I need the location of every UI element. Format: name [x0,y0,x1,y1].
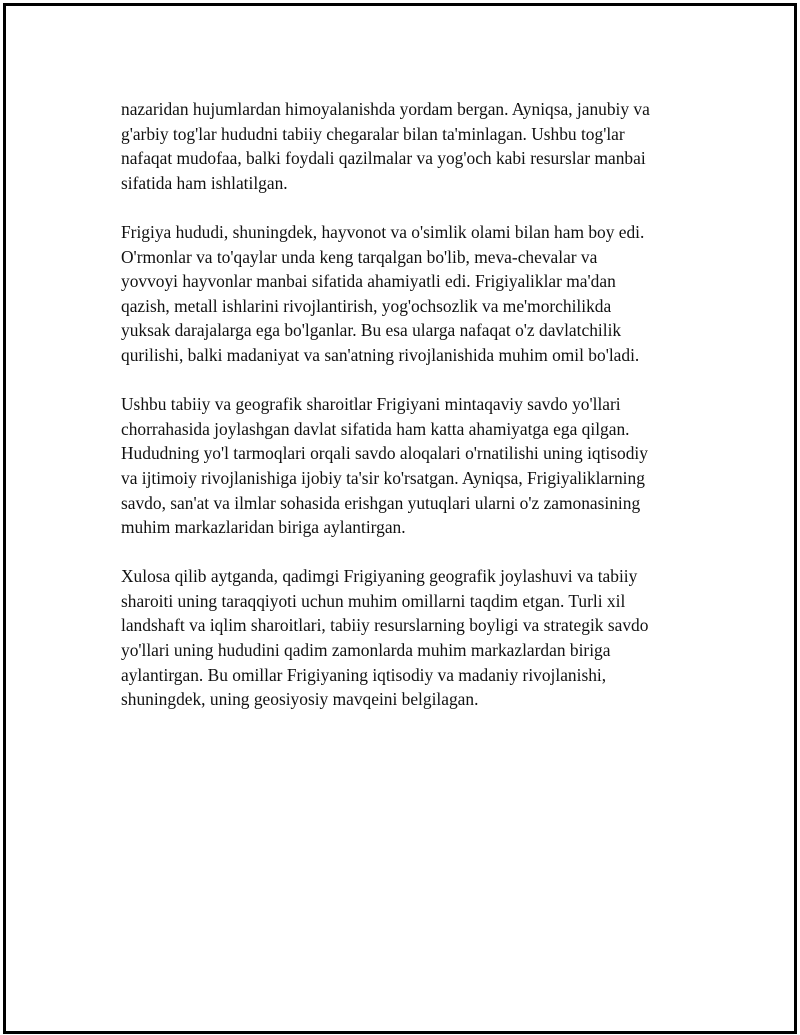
text-line: sifatida ham ishlatilgan. [121,172,288,193]
paragraph-2 [121,220,721,368]
paragraph-4 [121,564,721,712]
text-line: yo'llari uning hududini qadim zamonlarda muhim markazlardan biriga [121,640,611,661]
paragraph-1 [121,97,721,195]
text-line: landshaft va iqlim sharoitlari, tabiiy resurslarning boyligi va strategik savdo [121,615,649,636]
text-line: chorrahasida joylashgan davlat sifatida ham katta ahamiyatga ega qilgan. [121,418,630,439]
text-line: O'rmonlar va to'qaylar unda keng tarqalgan bo'lib, meva-chevalar va [121,246,598,267]
text-line: yuksak darajalarga ega bo'lganlar. Bu esa ularga nafaqat o'z davlatchilik [121,320,622,341]
text-line: Xulosa qilib aytganda, qadimgi Frigiyaning geografik joylashuvi va tabiiy [121,566,638,587]
text-line: aylantirgan. Bu omillar Frigiyaning iqtisodiy va madaniy rivojlanishi, [121,664,607,685]
document-page [3,3,797,1034]
text-line: Frigiya hududi, shuningdek, hayvonot va o'simlik olami bilan ham boy edi. [121,221,645,242]
text-line: muhim markazlaridan biriga aylantirgan. [121,517,406,538]
text-line: shuningdek, uning geosiyosiy mavqeini belgilagan. [121,689,479,710]
text-line: yovvoyi hayvonlar manbai sifatida ahamiyatli edi. Frigiyaliklar ma'dan [121,271,616,292]
text-line: va ijtimoiy rivojlanishiga ijobiy ta'sir ko'rsatgan. Ayniqsa, Frigiyaliklarning [121,467,645,488]
text-line: savdo, san'at va ilmlar sohasida erishgan yutuqlari ularni o'z zamonasining [121,492,641,513]
document-body [121,97,721,736]
text-line: nazaridan hujumlardan himoyalanishda yordam bergan. Ayniqsa, janubiy va [121,99,650,119]
text-line: sharoiti uning taraqqiyoti uchun muhim omillarni taqdim etgan. Turli xil [121,590,626,611]
text-line: Ushbu tabiiy va geografik sharoitlar Frigiyani mintaqaviy savdo yo'llari [121,394,621,415]
text-line: Hududning yo'l tarmoqlari orqali savdo aloqalari o'rnatilishi uning iqtisodiy [121,443,648,464]
paragraph-3 [121,392,721,540]
text-line: g'arbiy tog'lar hududni tabiiy chegaralar bilan ta'minlagan. Ushbu tog'lar [121,123,625,144]
text-line: nafaqat mudofaa, balki foydali qazilmalar va yog'och kabi resurslar manbai [121,148,646,169]
text-line: qazish, metall ishlarini rivojlantirish, yog'ochsozlik va me'morchilikda [121,295,612,316]
text-line: qurilishi, balki madaniyat va san'atning rivojlanishida muhim omil bo'ladi. [121,344,640,365]
